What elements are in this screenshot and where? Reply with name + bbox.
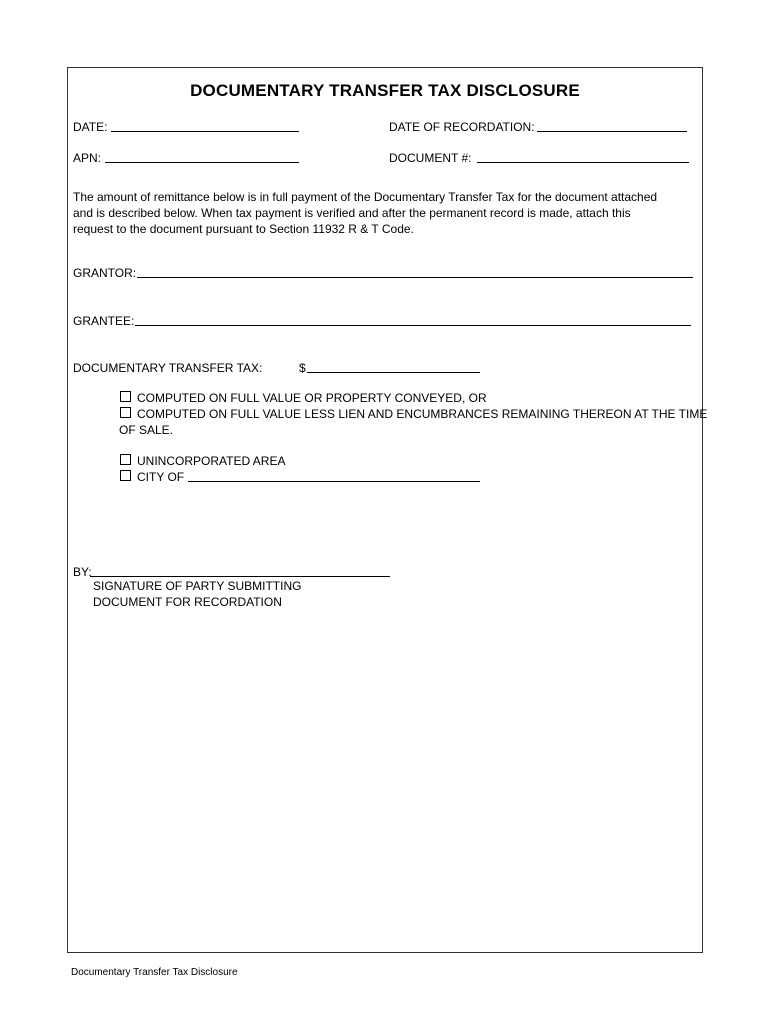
form-title: DOCUMENTARY TRANSFER TAX DISCLOSURE [190,81,580,100]
full-value-checkbox[interactable] [120,391,131,402]
currency-symbol: $ [299,361,306,375]
by-label: BY: [73,565,92,579]
less-lien-checkbox[interactable] [120,407,131,418]
paragraph-line: and is described below. When tax payment is verified and after the permanent record is made, attach this [73,206,631,220]
signature-caption-line2: DOCUMENT FOR RECORDATION [93,595,282,609]
grantor-field[interactable] [137,277,693,278]
paragraph-line: request to the document pursuant to Section 11932 R & T Code. [73,222,414,236]
less-lien-option-label: COMPUTED ON FULL VALUE LESS LIEN AND ENCUMBRANCES REMAINING THEREON AT THE TIME [137,407,708,421]
transfer-tax-amount-field[interactable] [307,372,480,373]
city-of-label: CITY OF [137,470,185,484]
paragraph-line: The amount of remittance below is in full payment of the Documentary Transfer Tax for the document attached [73,190,658,204]
signature-field[interactable] [90,576,390,577]
date-label: DATE: [73,120,108,134]
disclosure-paragraph [73,189,703,237]
footer-text: Documentary Transfer Tax Disclosure [71,967,238,978]
document-number-field[interactable] [477,162,689,163]
apn-field[interactable] [105,162,299,163]
unincorporated-area-label: UNINCORPORATED AREA [137,454,286,468]
city-of-checkbox[interactable] [120,470,131,481]
apn-label: APN: [73,151,102,165]
signature-caption-line1: SIGNATURE OF PARTY SUBMITTING [93,579,302,593]
date-of-recordation-field[interactable] [537,131,687,132]
document-number-label: DOCUMENT #: [389,151,472,165]
less-lien-option-label-continued: OF SALE. [119,423,174,437]
date-field[interactable] [111,131,299,132]
full-value-option-label: COMPUTED ON FULL VALUE OR PROPERTY CONVEYED, OR [137,391,487,405]
grantor-label: GRANTOR: [73,266,137,280]
transfer-tax-label: DOCUMENTARY TRANSFER TAX: [73,361,263,375]
grantee-field[interactable] [135,325,691,326]
grantee-label: GRANTEE: [73,314,135,328]
city-name-field[interactable] [188,481,480,482]
date-of-recordation-label: DATE OF RECORDATION: [389,120,535,134]
unincorporated-area-checkbox[interactable] [120,454,131,465]
